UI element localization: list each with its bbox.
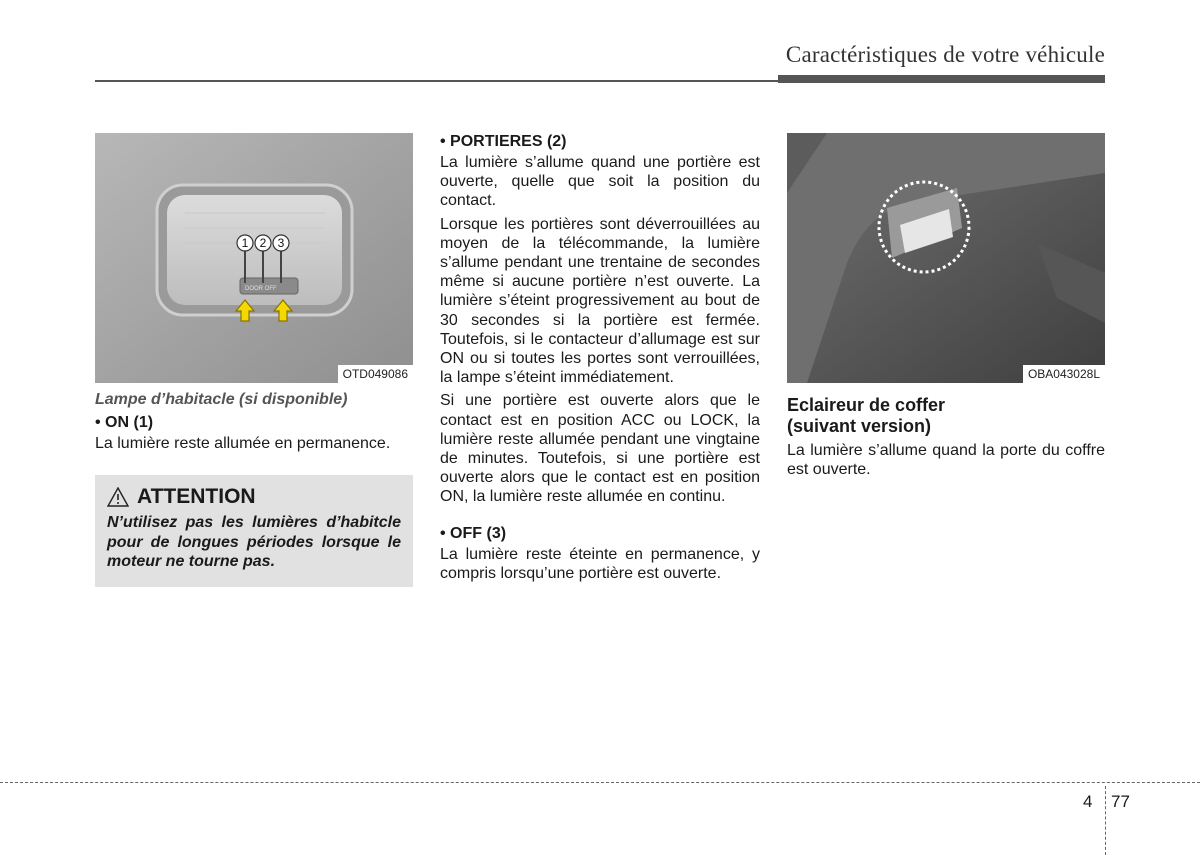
paragraph-on: La lumière reste allumée en permanence.	[95, 435, 391, 452]
paragraph-doors-2: Lorsque les portières sont déverrouillées au moyen de la télécommande, la lumière s’allume pendant une trentaine de secondes même si aucune portière n’est ouverte. La lumière s’éteint progressivement au bout de 30 secondes si la portière est fermée. Toutefois, si le contacteur d’allumage est sur ON ou si toutes les portes sont verrouillées, la lampe s’éteint immédiatement.	[440, 215, 760, 387]
attention-title: ATTENTION	[137, 485, 256, 509]
bullet-off: • OFF (3)	[440, 524, 507, 542]
figure-code: OBA043028L	[1023, 365, 1105, 383]
trunk-lamp-figure	[787, 133, 1105, 383]
interior-lamp-figure	[95, 133, 413, 383]
attention-text: N’utilisez pas les lumières d’habitcle pour de longues périodes lorsque le moteur ne tourne pas.	[107, 514, 401, 571]
callout-3-label: 3	[277, 236, 285, 250]
footer-rule	[0, 782, 1200, 783]
paragraph-off: La lumière reste éteinte en permanence, y compris lorsqu’une portière est ouverte.	[440, 545, 760, 582]
column-door-mode	[440, 133, 760, 583]
figure-code: OTD049086	[338, 365, 413, 383]
column-interior-lamp	[95, 133, 413, 587]
interior-lamp-illustration	[95, 133, 413, 383]
bullet-doors: • PORTIERES (2)	[440, 133, 567, 150]
switch-label: DOOR OFF	[245, 286, 277, 292]
trunk-lamp-illustration	[787, 133, 1105, 383]
callout-1-label: 1	[241, 236, 249, 250]
header-rule-accent	[778, 75, 1105, 83]
footer-divider	[1105, 786, 1106, 855]
callout-2-label: 2	[259, 236, 267, 250]
figure-caption: Lampe d’habitacle (si disponible)	[95, 391, 348, 408]
page-header-title: Caractéristiques de votre véhicule	[785, 42, 1105, 67]
bullet-on: • ON (1)	[95, 414, 154, 431]
page-number: 77	[1111, 792, 1130, 811]
chapter-number: 4	[1083, 792, 1093, 811]
paragraph-doors-3: Si une portière est ouverte alors que le contact est en position ACC ou LOCK, la lumière reste allumée pendant une vingtaine de minutes. Toutefois, si une portière est ouverte alors que le contact est en position ON, la lumière reste allumée en continu.	[440, 392, 760, 506]
trunk-lamp-paragraph: La lumière s’allume quand la porte du coffre est ouverte.	[787, 442, 1105, 479]
trunk-lamp-heading: Eclaireur de coffer (suivant version)	[787, 395, 946, 436]
paragraph-doors-1: La lumière s’allume quand une portière est ouverte, quelle que soit la position du contact.	[440, 154, 760, 210]
attention-box	[95, 475, 413, 587]
warning-triangle-icon	[107, 487, 129, 507]
column-trunk-lamp	[787, 133, 1105, 479]
